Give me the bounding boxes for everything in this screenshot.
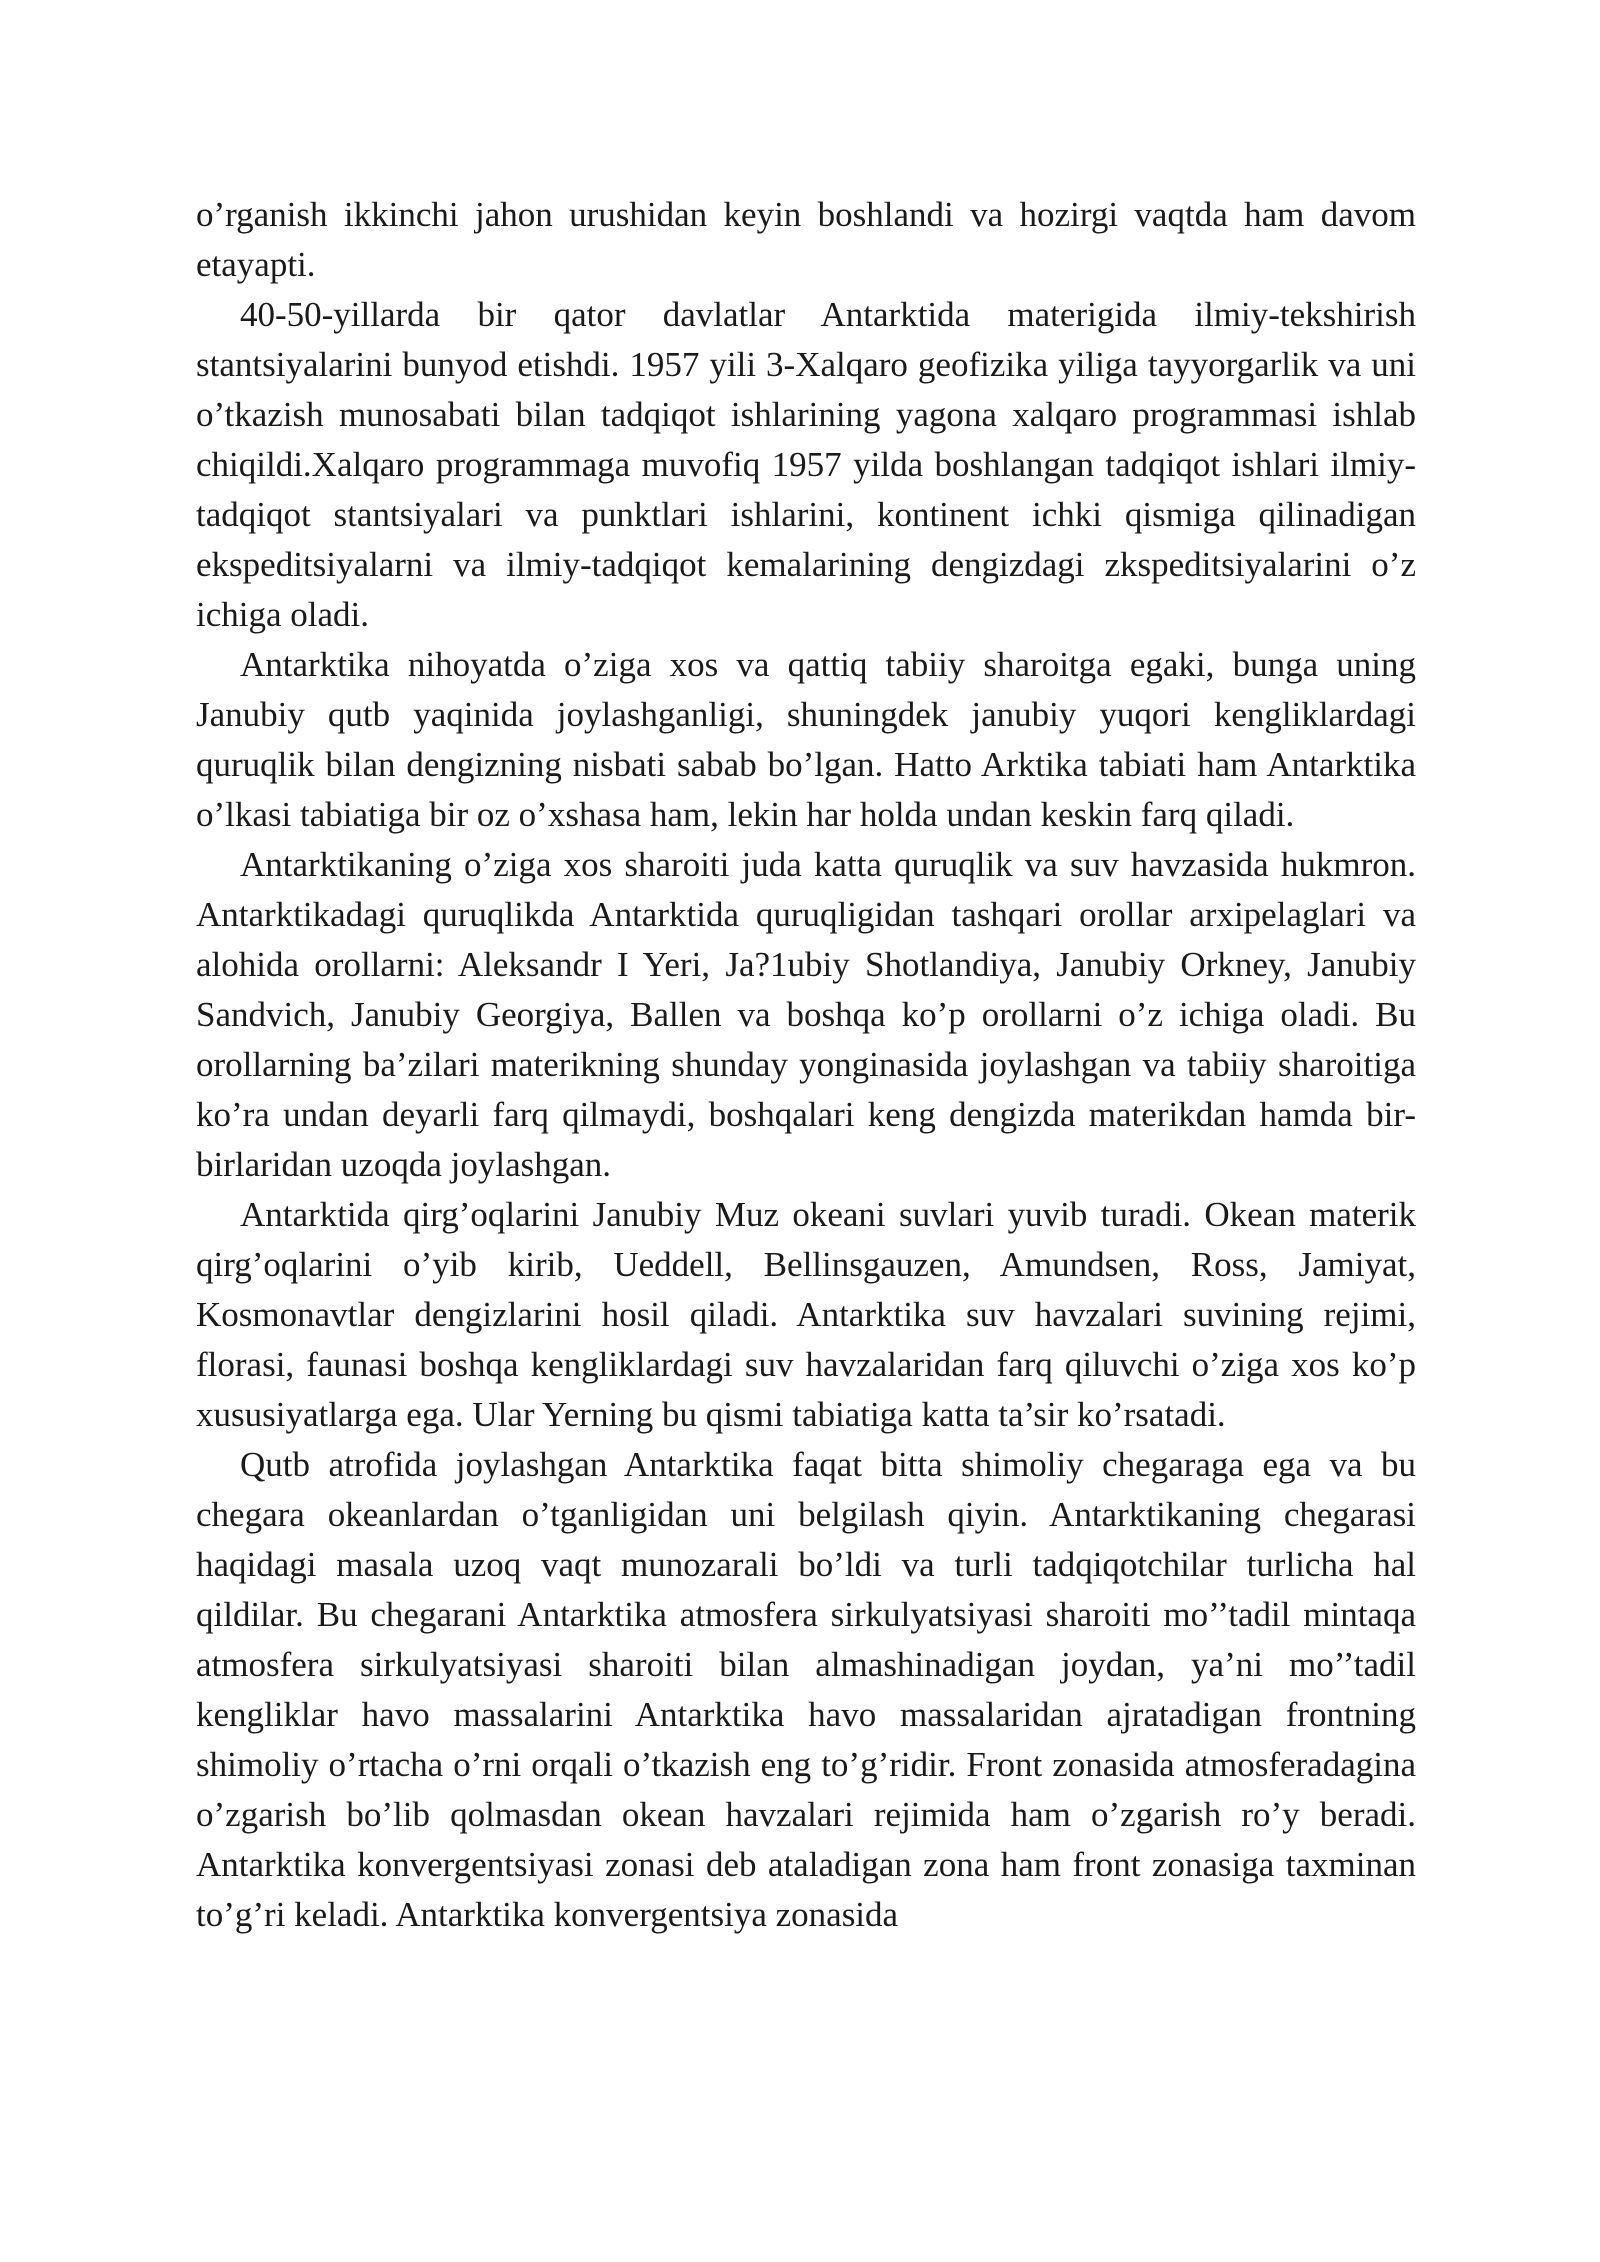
paragraph-1: o’rganish ikkinchi jahon urushidan keyin boshlandi va hozirgi vaqtda ham davom etayapti. (196, 195, 1416, 284)
paragraph-5: Antarktida qirg’oqlarini Janubiy Muz okeani suvlari yuvib turadi. Okean materik qirg’oqlarini o’yib kirib, Ueddell, Bellinsgauzen, Amundsen, Ross, Jamiyat, Kosmonavtlar dengizlarini hosil qiladi. Antarktika suv havzalari suvining rejimi, florasi, faunasi boshqa kengliklardagi suv havzalaridan farq qiluvchi o’ziga xos ko’p xususiyatlarga ega. Ular Yerning bu qismi tabiatiga katta ta’sir ko’rsatadi. (196, 1195, 1416, 1434)
paragraph-3: Antarktika nihoyatda o’ziga xos va qattiq tabiiy sharoitga egaki, bunga uning Janubiy qutb yaqinida joylashganligi, shuningdek janubiy yuqori kengliklardagi quruqlik bilan dengizning nisbati sabab bo’lgan. Hatto Arktika tabiati ham Antarktika o’lkasi tabiatiga bir oz o’xshasa ham, lekin har holda undan keskin farq qiladi. (196, 645, 1416, 834)
document-page (196, 190, 1416, 1940)
paragraph-2: 40-50-yillarda bir qator davlatlar Antarktida materigida ilmiy-tekshirish stantsiyalarini bunyod etishdi. 1957 yili 3-Xalqaro geofizika yiliga tayyorgarlik va uni o’tkazish munosabati bilan tadqiqot ishlarining yagona xalqaro programmasi ishlab chiqildi.Xalqaro programmaga muvofiq 1957 yilda boshlangan tadqiqot ishlari ilmiy-tadqiqot stantsiyalari va punktlari ishlarini, kontinent ichki qismiga qilinadigan ekspeditsiyalarni va ilmiy-tadqiqot kemalarining dengizdagi zkspeditsiyalarini o’z ichiga oladi. (196, 295, 1416, 634)
paragraph-4: Antarktikaning o’ziga xos sharoiti juda katta quruqlik va suv havzasida hukmron. Antarktikadagi quruqlikda Antarktida quruqligidan tashqari orollar arxipelaglari va alohida orollarni: Aleksandr I Yeri, Ja?1ubiy Shotlandiya, Janubiy Orkney, Janubiy Sandvich, Janubiy Georgiya, Ballen va boshqa ko’p orollarni o’z ichiga oladi. Bu orollarning ba’zilari materikning shunday yonginasida joylashgan va tabiiy sharoitiga ko’ra undan deyarli farq qilmaydi, boshqalari keng dengizda materikdan hamda bir-birlaridan uzoqda joylashgan. (196, 845, 1416, 1184)
paragraph-6: Qutb atrofida joylashgan Antarktika faqat bitta shimoliy chegaraga ega va bu chegara okeanlardan o’tganligidan uni belgilash qiyin. Antarktikaning chegarasi haqidagi masala uzoq vaqt munozarali bo’ldi va turli tadqiqotchilar turlicha hal qildilar. Bu chegarani Antarktika atmosfera sirkulyatsiyasi sharoiti mo’’tadil mintaqa atmosfera sirkulyatsiyasi sharoiti bilan almashinadigan joydan, ya’ni mo’’tadil kengliklar havo massalarini Antarktika havo massalaridan ajratadigan frontning shimoliy o’rtacha o’rni orqali o’tkazish eng to’g’ridir. Front zonasida atmosferadagina o’zgarish bo’lib qolmasdan okean havzalari rejimida ham o’zgarish ro’y beradi. Antarktika konvergentsiyasi zonasi deb ataladigan zona ham front zonasiga taxminan to’g’ri keladi. Antarktika konvergentsiya zonasida (196, 1445, 1416, 1934)
